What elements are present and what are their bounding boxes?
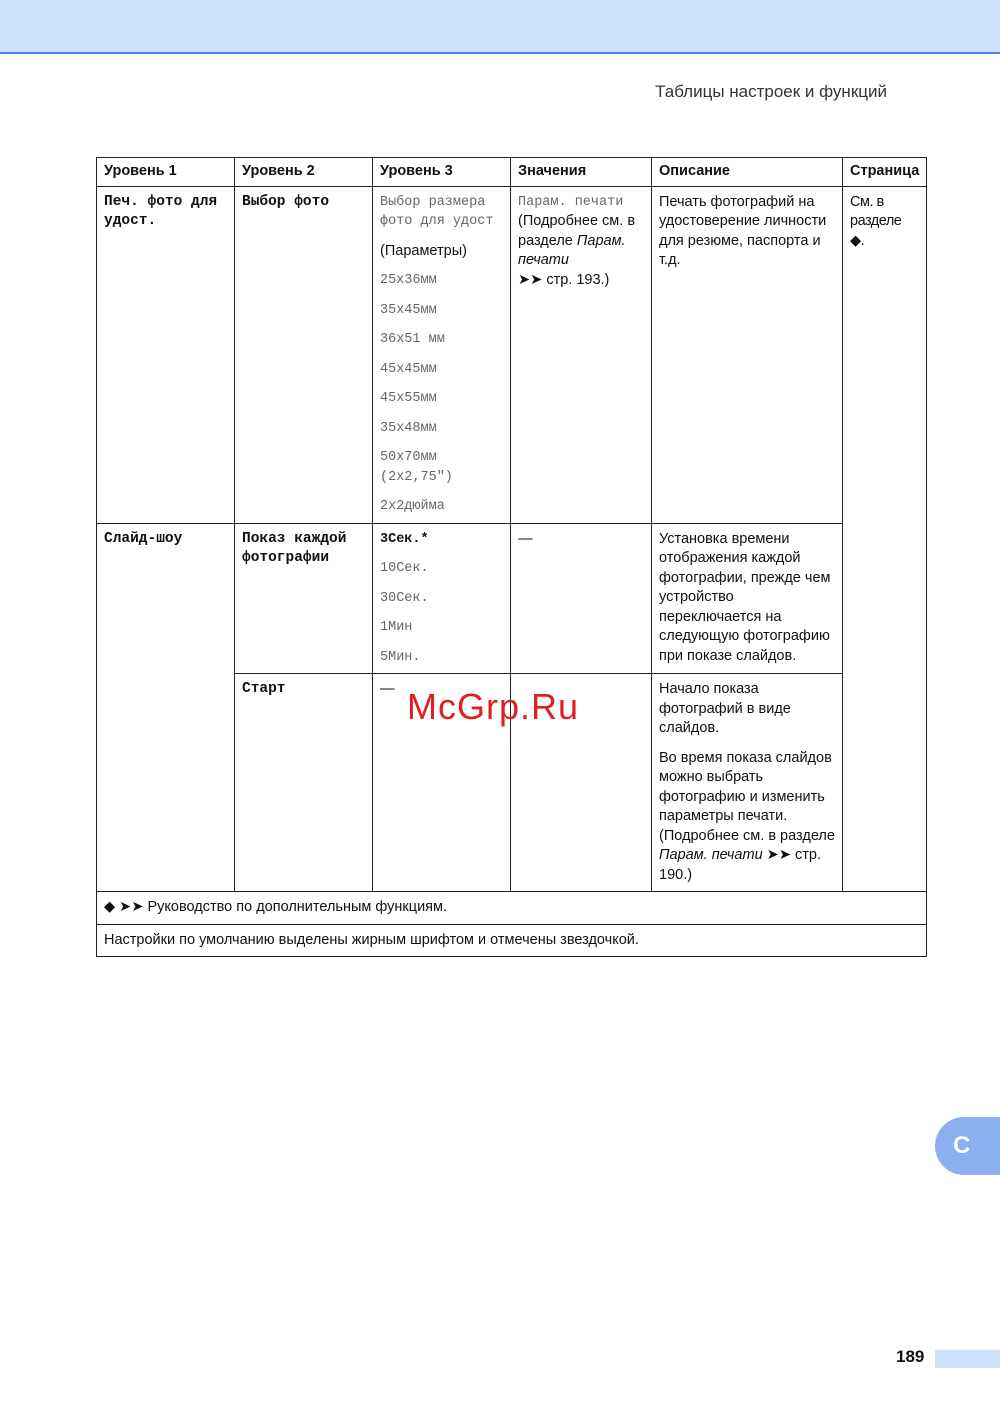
r2-description: Установка времени отображения каждой фотографии, прежде чем устройство переключается на следующую фотографию при показе слайдов. [652,523,843,674]
size-option: 36x51 мм [380,332,445,347]
appendix-tab: C [935,1117,1000,1175]
r1-values-text1: (Подробнее см. в разделе [518,213,636,249]
time-option: 30Сек. [380,590,429,606]
r1-values [511,186,652,523]
r3-level3: — [373,674,511,892]
table-row [97,523,927,674]
r2-level1: Слайд-шоу [97,523,235,892]
r1-level3 [373,186,511,523]
table-row [97,186,927,523]
footnote-row [97,924,927,957]
r2-values: — [511,523,652,674]
r1-level2: Выбор фото [235,186,373,523]
r1-values-mono: Парам. печати [518,194,624,210]
header-level2: Уровень 2 [235,158,373,187]
page-number: 189 [896,1347,925,1366]
r1-description: Печать фотографий на удостоверение личности для резюме, паспорта и т.д. [652,186,843,523]
time-option: 1Мин [380,620,413,635]
running-head: Таблицы настроек и функций [655,82,887,101]
page-number-bar [935,1350,1000,1368]
size-option: 35x48мм [380,420,437,436]
r3-description [652,674,843,892]
r1-level3-title: Выбор размера фото для удост [380,194,494,229]
size-option: 35x45мм [380,302,437,318]
r1-level1: Печ. фото для удост. [97,186,235,523]
footnote-2: Настройки по умолчанию выделены жирным шрифтом и отмечены звездочкой. [97,924,927,957]
size-option: 2x2дюйма [380,499,445,514]
r3-description-2b: ➤➤ стр. 190.) [659,847,821,883]
size-option: 45x55мм [380,391,437,406]
watermark: McGrp.Ru [407,686,580,727]
settings-table [96,157,927,957]
r1-values-text2: ➤➤ стр. 193.) [518,271,610,288]
r1-values-italic: Парам. печати [518,232,626,268]
r3-level2: Старт [235,674,373,892]
r2-level2: Показ каждой фотографии [235,523,373,674]
r3-description-1: Начало показа фотографий в виде слайдов. [659,681,791,736]
table-header-row [97,158,927,187]
time-option: 5Мин. [380,649,421,665]
header-level3: Уровень 3 [373,158,511,187]
r3-description-2a: Во время показа слайдов можно выбрать фотографию и изменить параметры печати. (Подробнее см. в разделе [659,749,835,844]
header-band [0,0,1000,54]
size-option: 25x36мм [380,273,437,288]
default-option: 3Сек.* [380,531,429,547]
r3-description-italic: Парам. печати [659,847,763,863]
footnote-1: ◆ ➤➤ Руководство по дополнительным функциям. [97,892,927,925]
header-values: Значения [511,158,652,187]
r1-level3-note: (Параметры) [380,242,467,259]
time-option: 10Сек. [380,561,429,576]
size-option: 45x45мм [380,361,437,377]
header-page: Страница [843,158,927,187]
r2-level3 [373,523,511,674]
size-option: 50x70мм (2x2,75") [380,450,453,485]
header-level1: Уровень 1 [97,158,235,187]
footnote-row [97,892,927,925]
r1-page: См. в разделе ◆. [843,186,927,892]
header-description: Описание [652,158,843,187]
